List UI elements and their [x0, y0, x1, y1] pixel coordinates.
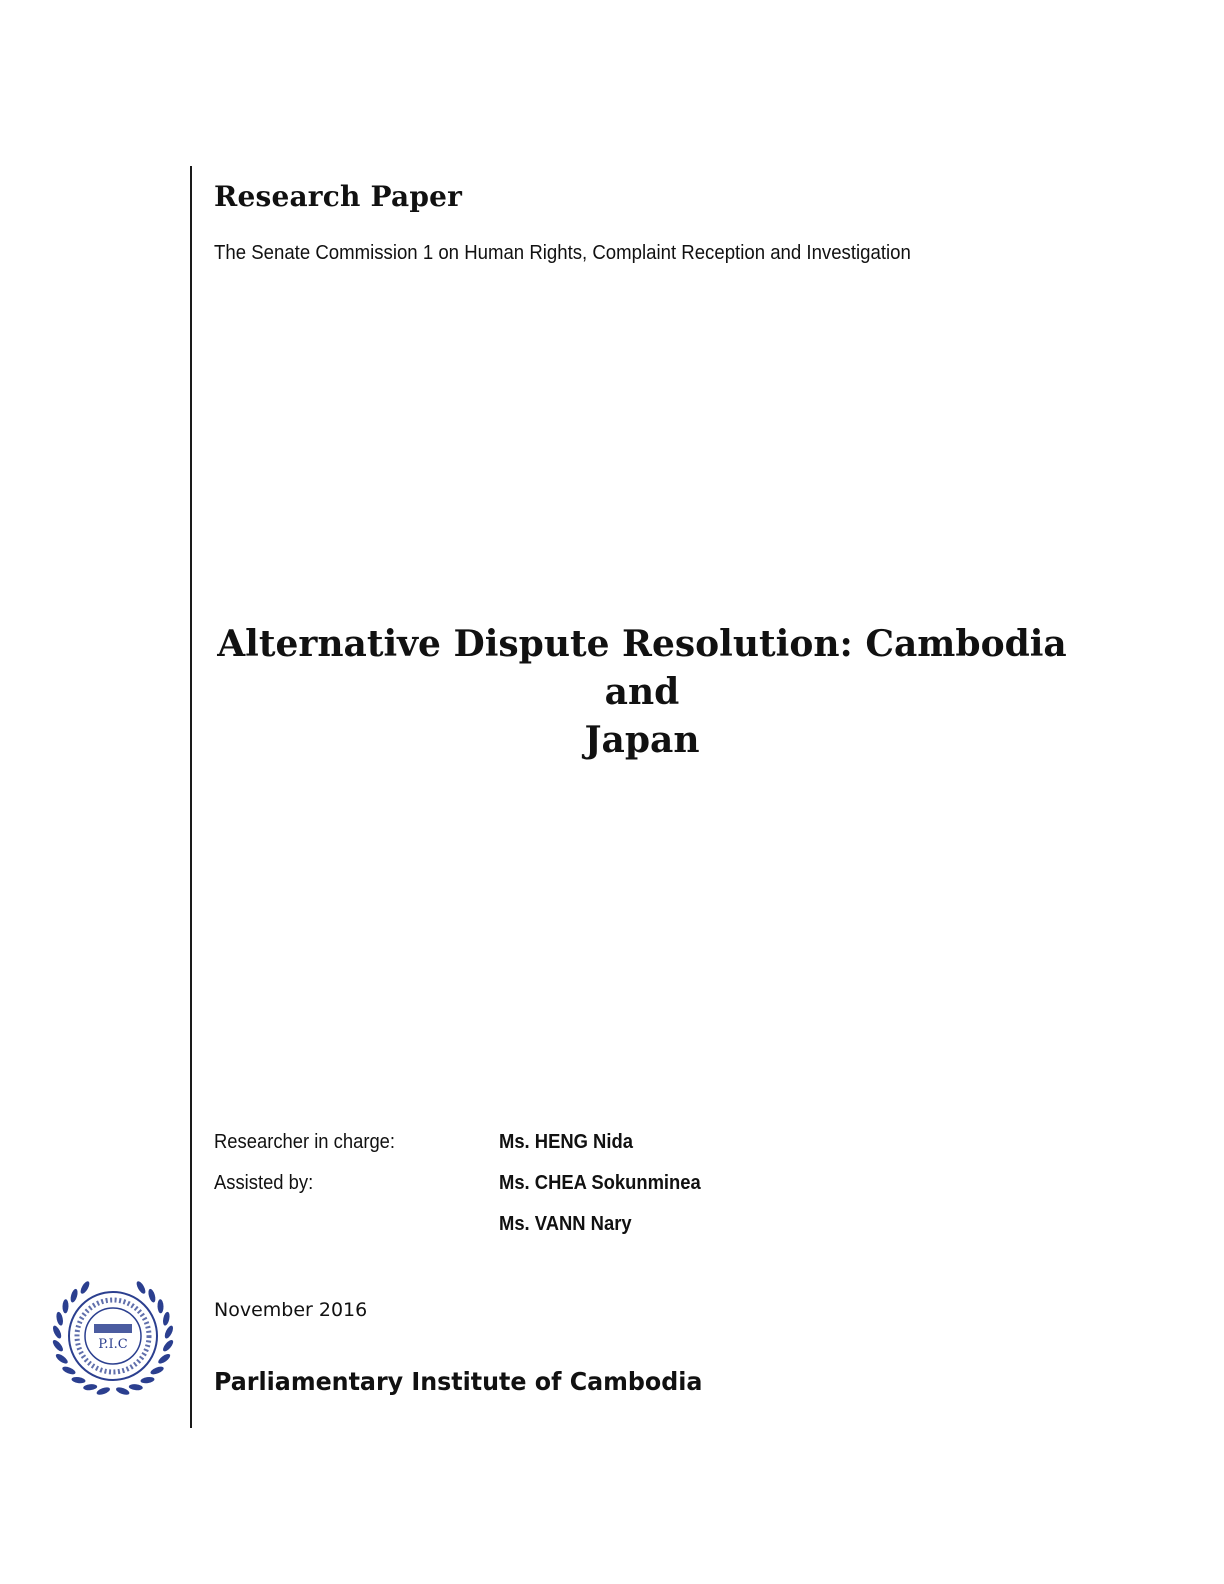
laurel-leaf — [149, 1365, 164, 1376]
laurel-leaf — [61, 1365, 76, 1376]
laurel-leaf — [157, 1352, 172, 1365]
credit-label: Researcher in charge: — [214, 1131, 396, 1153]
credit-label: Assisted by: — [214, 1172, 314, 1194]
laurel-leaf — [62, 1299, 68, 1313]
laurel-seal-icon — [44, 1272, 182, 1402]
credit-row — [214, 1172, 914, 1213]
laurel-leaf — [140, 1376, 155, 1384]
credit-name: Ms. CHEA Sokunminea — [499, 1172, 701, 1194]
seal-center-text: P.I.C — [98, 1337, 128, 1352]
margin-rule — [190, 166, 192, 1428]
credit-name: Ms. HENG Nida — [499, 1131, 633, 1153]
credit-row — [214, 1131, 914, 1172]
laurel-leaf — [129, 1383, 144, 1390]
laurel-leaf — [71, 1376, 86, 1384]
laurel-leaf — [147, 1288, 157, 1303]
credits-block — [214, 1131, 914, 1254]
laurel-leaf — [83, 1383, 98, 1390]
title-line-1: Alternative Dispute Resolution: Cambodia and — [217, 623, 1067, 713]
publication-date: November 2016 — [214, 1299, 368, 1321]
laurel-leaf — [69, 1288, 79, 1303]
laurel-leaf — [51, 1338, 65, 1353]
document-title — [192, 620, 1092, 764]
institute-name: Parliamentary Institute of Cambodia — [214, 1367, 703, 1396]
laurel-leaf — [55, 1311, 64, 1326]
laurel-leaf — [79, 1280, 91, 1295]
laurel-leaf — [163, 1324, 175, 1339]
commission-subtitle: The Senate Commission 1 on Human Rights, Complaint Reception and Investigation — [214, 242, 911, 264]
laurel-leaf — [135, 1280, 147, 1295]
laurel-leaf — [54, 1352, 69, 1365]
laurel-leaf — [162, 1311, 171, 1326]
laurel-leaf — [161, 1338, 175, 1353]
laurel-leaf — [51, 1324, 63, 1339]
credit-row — [214, 1213, 914, 1254]
laurel-leaf — [115, 1386, 130, 1396]
laurel-leaf — [96, 1386, 111, 1396]
document-type-heading: Research Paper — [214, 180, 463, 213]
title-line-2: Japan — [584, 719, 700, 761]
laurel-leaf — [157, 1299, 163, 1313]
credit-name: Ms. VANN Nary — [499, 1213, 632, 1235]
